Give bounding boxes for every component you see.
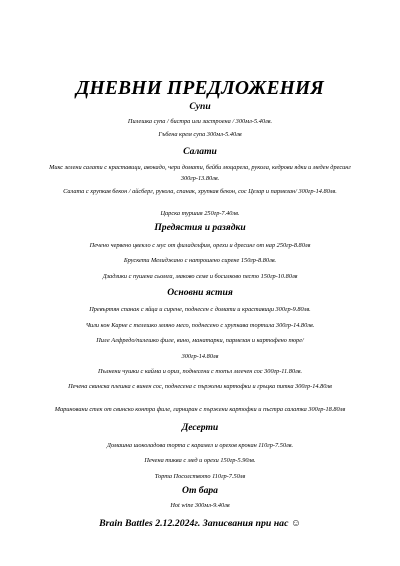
section-title-bar: От бара	[182, 485, 218, 496]
menu-item: Дзадзики с пушена сьомга, маково семе и босилково песто 150гр-10.80лв	[102, 273, 298, 280]
menu-item: Салата с хрупкав бекон / айсберг, рукола, спанак, хрупкав бекон, сос Цезар и пармезан/ 300гр-14.80лв.	[63, 188, 337, 195]
menu-item: Пълнени чушки с кайма и ориз, поднесени с топъл млечен сос 300гр-11.80лв.	[97, 368, 303, 375]
menu-item: Торта Посолството 110гр-7.50лв	[154, 473, 246, 480]
menu-item: Печена тиква с мед и орехи 150гр-5.90лв.	[144, 457, 256, 464]
menu-item: Царска туршия 250гр-7.40лв.	[160, 210, 240, 217]
section-title-soups: Супи	[189, 101, 211, 112]
menu-item: Пилешка супа / бистра или застроена / 300мл-5.40лв.	[127, 118, 273, 125]
menu-item: Брускети Мелиджано с натрошено сирене 150гр-8.80лв.	[123, 257, 277, 264]
menu-item: Печено червено цвекло с мус от филаделфия, орехи и дресинг от нар 250гр-8.80лв	[89, 242, 311, 249]
menu-item: Домашна шоколадова торта с карамел и орехов крокан 110гр-7.50лв.	[106, 442, 294, 449]
menu-item: Чили кон Карне с телешко мляно месо, поднесено с хрупкава тортила 300гр-14.80лв.	[85, 322, 315, 329]
section-title-mains: Основни ястия	[167, 287, 233, 298]
event-announcement: Brain Battles 2.12.2024г. Записвания при нас ☺	[99, 518, 301, 529]
menu-item: Превъртян спанак с яйца и сирене, поднесен с домати и краставици 300гр-9.80лв.	[89, 306, 311, 313]
section-title-starters: Предястия и разядки	[154, 222, 246, 233]
section-title-salads: Салати	[183, 146, 217, 157]
section-title-desserts: Десерти	[181, 422, 219, 433]
menu-item: Мариновани стек от свинско контра филе, гарниран с пържени картофки и пъстра салатка 300гр-18.80лв	[54, 406, 346, 413]
menu-item: Микс зелени салати с краставици, авокадо, чери домати, бейби моцарела, рукола, кедрови ядки и меден дресинг 300гр-13.80лв.	[49, 164, 351, 182]
menu-item: Гъбена крем супа 300мл-5.40лв	[158, 131, 242, 138]
menu-item: Печена свинска плешка с винен сос, поднесена с пържени картофки и гръцка питка 300гр-14.80лв	[68, 383, 332, 390]
menu-item: Пиле Алфредо/пилешко филе, вино, манатарки, пармезан и картофено пюре/	[96, 337, 304, 344]
page-title: ДНЕВНИ ПРЕДЛОЖЕНИЯ	[75, 78, 325, 99]
menu-item: Hot wine 300мл-9.40лв	[170, 502, 230, 509]
menu-item: 300гр-14.80лв	[181, 353, 219, 360]
